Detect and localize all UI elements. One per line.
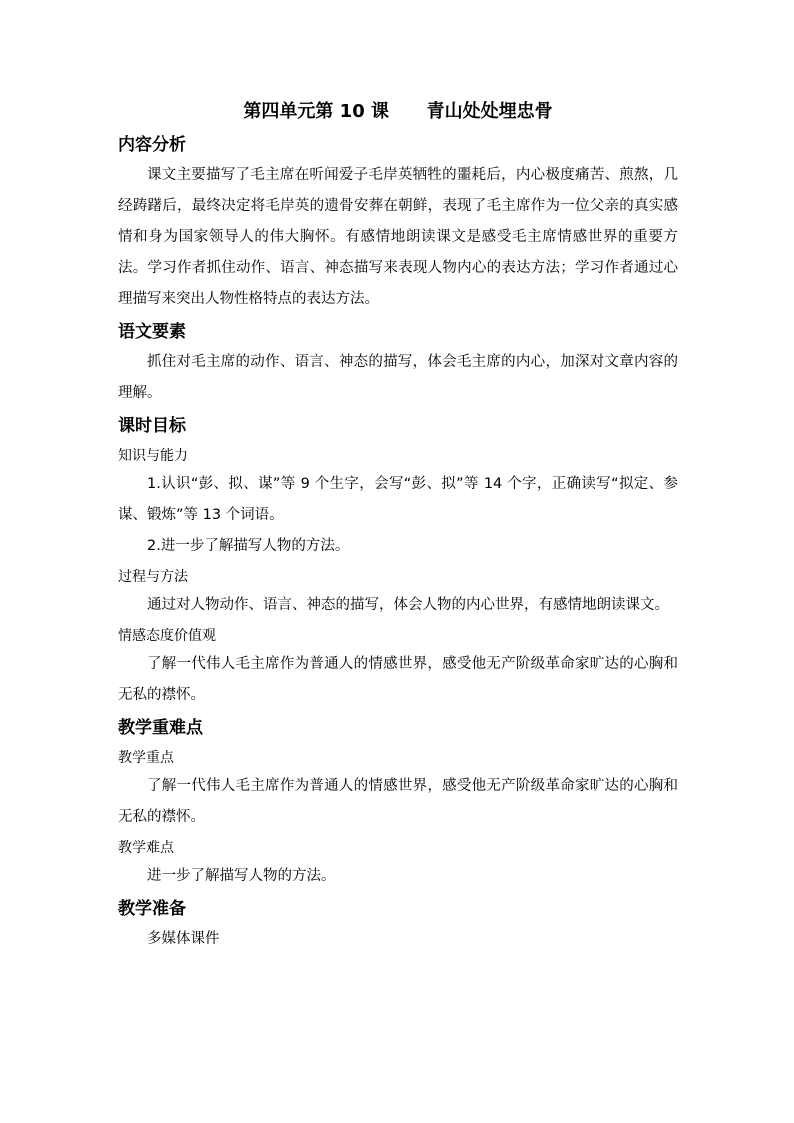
section-heading-key-points: 教学重难点 bbox=[118, 718, 203, 738]
subheading-focus: 教学重点 bbox=[118, 750, 174, 766]
preparation-paragraph: 多媒体课件 bbox=[147, 931, 220, 947]
section-heading-language-elements: 语文要素 bbox=[118, 322, 186, 342]
content-analysis-paragraph: 课文主要描写了毛主席在听闻爱子毛岸英牺牲的噩耗后，内心极度痛苦、煎熬，几经踌躇后，最终决定将毛岸英的遗骨安葬在朝鲜，表现了毛主席作为一位父亲的真实感情和身为国家领导人的伟大胸怀。有感情地朗读课文是感受毛主席情感世界的重要方法。学习作者抓住动作、语言、神态描写来表现人物内心的表达方法；学习作者通过心理描写来突出人物性格特点的表达方法。 bbox=[118, 167, 678, 307]
document-title: 第四单元第 10 课 青山处处埋忠骨 bbox=[243, 101, 553, 122]
knowledge-item-2: 2.进一步了解描写人物的方法。 bbox=[147, 538, 350, 554]
section-heading-preparation: 教学准备 bbox=[118, 899, 186, 919]
section-heading-objectives: 课时目标 bbox=[118, 416, 186, 436]
difficulty-paragraph: 进一步了解描写人物的方法。 bbox=[147, 868, 336, 884]
subheading-knowledge: 知识与能力 bbox=[118, 448, 188, 464]
knowledge-item-1: 1.认识“彭、拟、谋”等 9 个生字，会写“彭、拟”等 14 个字，正确读写“拟定、参谋、锻炼”等 13 个词语。 bbox=[118, 476, 678, 523]
section-heading-content-analysis: 内容分析 bbox=[118, 135, 186, 155]
document-content bbox=[118, 96, 678, 955]
language-elements-paragraph: 抓住对毛主席的动作、语言、神态的描写，体会毛主席的内心，加深对文章内容的理解。 bbox=[118, 354, 678, 401]
emotion-paragraph: 了解一代伟人毛主席作为普通人的情感世界，感受他无产阶级革命家旷达的心胸和无私的襟怀。 bbox=[118, 656, 678, 703]
subheading-difficulty: 教学难点 bbox=[118, 840, 174, 856]
focus-paragraph: 了解一代伟人毛主席作为普通人的情感世界，感受他无产阶级革命家旷达的心胸和无私的襟怀。 bbox=[118, 778, 678, 825]
process-paragraph: 通过对人物动作、语言、神态的描写，体会人物的内心世界，有感情地朗读课文。 bbox=[147, 597, 669, 613]
subheading-process: 过程与方法 bbox=[118, 569, 188, 585]
subheading-emotion: 情感态度价值观 bbox=[118, 628, 216, 644]
